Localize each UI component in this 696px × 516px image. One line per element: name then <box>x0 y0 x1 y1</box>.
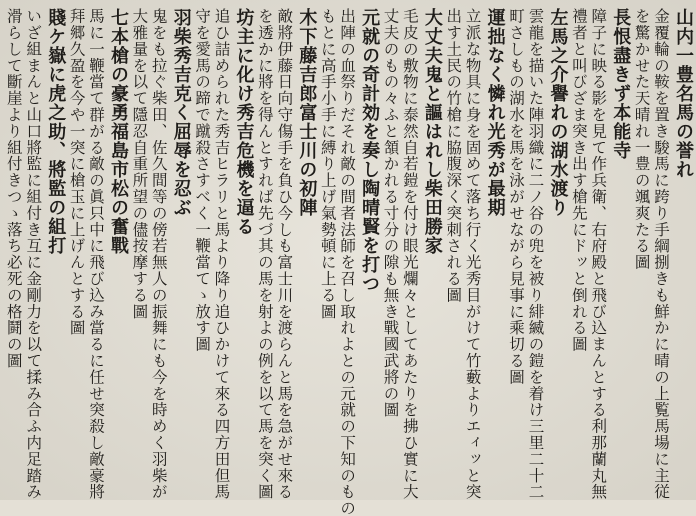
entry-caption-line: を驚かせた天晴れ一豊の颯爽たる圖 <box>632 8 651 271</box>
entry-caption-line: 滑らして斷崖より組付きつゝ落ち必死の格鬪の圖 <box>4 8 23 369</box>
entry-caption-line: いざ組まんと山口將監に組付き互に金剛力を以て揉み合ふ内足踏み <box>24 8 43 500</box>
entry-caption-line: 鬼をも拉ぐ柴田、佐久間等の傍若無人の振舞にも今を時めく羽柴が <box>149 8 168 500</box>
entry-caption-line: を透かに將を得んとすれば先づ其の馬を射よの例を以て馬を突く圖 <box>255 8 274 500</box>
entry-caption-line: 追ひ詰められた秀吉ヒラリと馬より降り追ひかけて來る四方田但馬 <box>212 8 231 500</box>
entry-caption-line: 出す土民の竹槍に脇腹深く突刺される圖 <box>444 8 463 304</box>
entry-title: 左馬之介譽れの湖水渡り <box>547 8 569 217</box>
entry-caption-line: 毛皮の敷物に泰然自若鎧を付け眼光爛々としてあたりを拂ひ實に大 <box>400 8 419 500</box>
entry-caption-line: 敵將伊藤日向守傷手を負ひ今しも富士川を渡らんと馬を急がせ來る <box>275 8 294 500</box>
entry-caption-line: もとに高手小手に縛り上げ氣勢頓に上る圖 <box>318 8 337 320</box>
entry-caption-line: 金覆輪の鞍を置き駿馬に跨り手綱捌きも鮮かに晴の上覧馬場に主従 <box>652 8 670 500</box>
entry-title: 坊主に化け秀吉危機を逼る <box>233 8 255 236</box>
entry-caption-line: 丈夫のもの々ふと頷かれる寸分の隙も無き戰國武將の圖 <box>381 8 400 418</box>
entry-title: 大丈夫鬼と謳はれし柴田勝家 <box>421 8 443 255</box>
entry-title: 元就の奇計効を奏し陶晴賢を打つ <box>359 8 381 293</box>
entry-caption-line: 禮者と叫びざま突き出す槍先にドッと倒れる圖 <box>569 8 588 353</box>
entry-title: 羽柴秀吉克く屈辱を忍ぶ <box>170 8 192 217</box>
entry-caption-line: 出陣の血祭りだそれ敵の間者法師を召し取れよとの元就の下知のもの <box>338 8 357 516</box>
vertical-text-columns <box>1 8 694 516</box>
entry-caption-line: 障子に映る影を見て作兵衛、右府殿と飛び込まんとする利那蘭丸無 <box>589 8 608 500</box>
entry-title: 山内一豊名馬の誉れ <box>673 8 694 179</box>
entry-title: 長恨盡きず本能寺 <box>610 8 632 160</box>
entry-title: 運拙なく憐れ光秀が最期 <box>484 8 506 217</box>
entry-title: 賤ケ嶽に虎之助、將監の組打 <box>45 8 67 255</box>
entry-caption-line: 雲龍を描いた陣羽織に二ノ谷の兜を被り緋縅の鎧を着け三里二十二 <box>526 8 545 500</box>
entry-caption-line: 立派な物具に身を固めて落ち行く光秀目がけて竹藪よりエィッと突 <box>463 8 482 500</box>
entry-caption-line: 守を愛馬の蹄で蹴殺さすべく一鞭當てゝ放す圖 <box>193 8 212 353</box>
entry-title: 木下藤吉郎富士川の初陣 <box>296 8 318 217</box>
entry-caption-line: 町さしもの湖水を馬を泳がせながら見事に乘切る圖 <box>507 8 526 386</box>
entry-caption-line: 大雅量を以て隱忍自重所望の儘按摩する圖 <box>130 8 149 320</box>
entry-title: 七本槍の豪勇福島市松の奮戰 <box>107 8 129 255</box>
entry-caption-line: 拜郷久盈を今や一突に槍玉に上げんとする圖 <box>67 8 86 336</box>
entry-caption-line: 馬に一鞭當て群がる敵の眞只中に飛び込み當るに任せ突殺し敵豪將 <box>86 8 105 500</box>
